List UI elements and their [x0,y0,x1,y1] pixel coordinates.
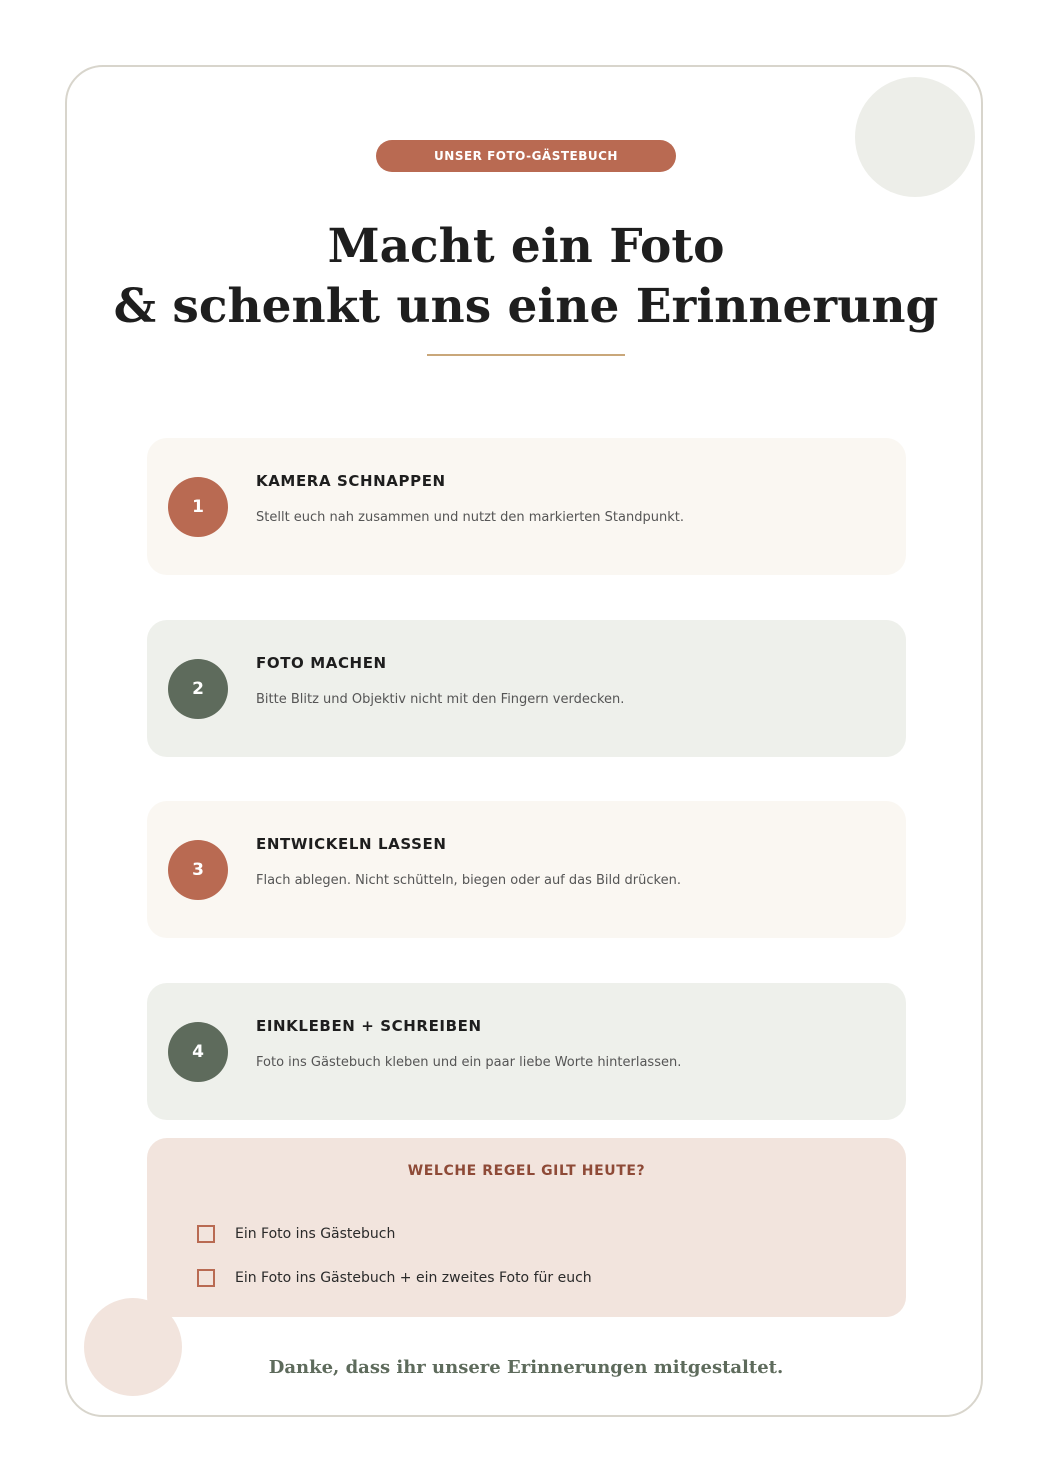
step-card-2 [147,620,906,757]
checkbox[interactable] [197,1225,215,1243]
step-card-3 [147,801,906,938]
thank-you-note: Danke, dass ihr unsere Erinnerungen mitgestaltet. [268,1357,784,1378]
page-title-line-2: & schenkt uns eine Erinnerung [113,279,939,334]
page-title [67,217,983,337]
guestbook-card [65,65,983,1417]
step-number-badge: 3 [168,840,228,900]
step-number-badge: 1 [168,477,228,537]
rule-heading: WELCHE REGEL GILT HEUTE? [407,1163,646,1179]
step-card-1 [147,438,906,575]
rule-option-label: Ein Foto ins Gästebuch [235,1226,396,1242]
rule-choice-box [147,1138,906,1317]
step-title: FOTO MACHEN [256,654,387,672]
rule-option-label: Ein Foto ins Gästebuch + ein zweites Foto für euch [235,1270,592,1286]
step-description: Stellt euch nah zusammen und nutzt den markierten Standpunkt. [256,510,684,525]
rule-option-2[interactable] [197,1267,592,1289]
checkbox[interactable] [197,1269,215,1287]
step-card-4 [147,983,906,1120]
step-description: Foto ins Gästebuch kleben und ein paar liebe Worte hinterlassen. [256,1055,682,1070]
rule-option-1[interactable] [197,1223,395,1245]
title-divider [427,354,625,356]
step-title: ENTWICKELN LASSEN [256,835,447,853]
header-badge: UNSER FOTO-GÄSTEBUCH [376,140,676,172]
step-number-badge: 2 [168,659,228,719]
step-title: KAMERA SCHNAPPEN [256,472,446,490]
step-number-badge: 4 [168,1022,228,1082]
step-description: Bitte Blitz und Objektiv nicht mit den Fingern verdecken. [256,692,625,707]
step-description: Flach ablegen. Nicht schütteln, biegen oder auf das Bild drücken. [256,873,681,888]
page-title-line-1: Macht ein Foto [327,219,725,274]
step-title: EINKLEBEN + SCHREIBEN [256,1017,482,1035]
decorative-circle-top [855,77,975,197]
